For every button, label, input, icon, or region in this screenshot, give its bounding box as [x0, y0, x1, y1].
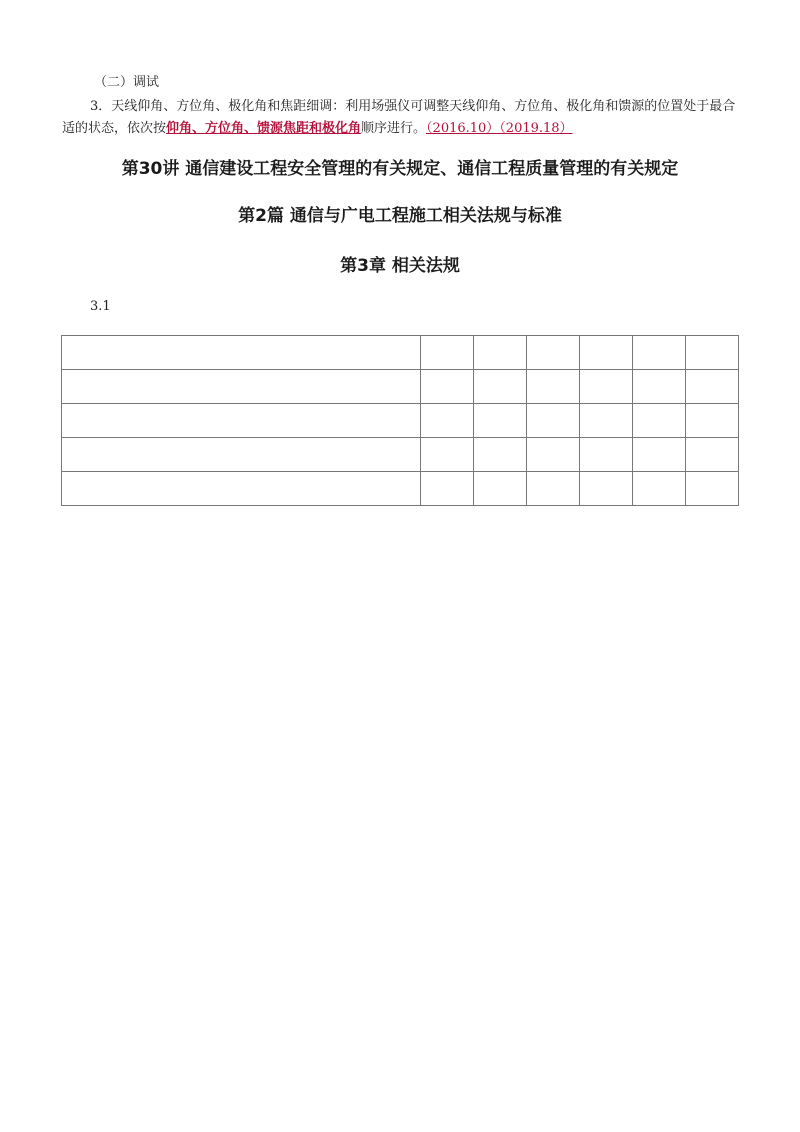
section-number: 3.1	[90, 299, 111, 314]
paragraph-lead-text: 3．天线仰角、方位角、极化角和焦距细调：利用场强仪可调整天线仰角、方位角、极化角和馈源的位置处于最合适的状态，依次按	[62, 99, 736, 136]
table-row	[62, 404, 739, 438]
table-cell	[685, 404, 738, 438]
table-cell	[420, 472, 473, 506]
table-cell	[579, 472, 632, 506]
table-cell	[62, 370, 421, 404]
table-cell	[420, 370, 473, 404]
table-row	[62, 336, 739, 370]
table-row	[62, 370, 739, 404]
table-cell	[632, 404, 685, 438]
table-cell	[420, 404, 473, 438]
highlighted-answer: 仰角、方位角、馈源焦距和极化角	[166, 121, 362, 136]
chapter-title: 第3章 相关法规	[340, 256, 460, 276]
table-cell	[685, 370, 738, 404]
table-cell	[685, 472, 738, 506]
body-paragraph	[62, 96, 742, 140]
table-cell	[420, 438, 473, 472]
table-cell	[579, 370, 632, 404]
table-cell	[473, 438, 526, 472]
table-cell	[526, 336, 579, 370]
table-row	[62, 438, 739, 472]
table-cell	[473, 472, 526, 506]
paragraph-tail-text: 顺序进行。	[361, 121, 427, 136]
table-cell	[473, 336, 526, 370]
empty-table	[61, 335, 739, 506]
table-cell	[632, 472, 685, 506]
table-cell	[526, 370, 579, 404]
exam-reference: （2016.10）（2019.18）	[426, 121, 573, 136]
part-title: 第2篇 通信与广电工程施工相关法规与标准	[238, 206, 562, 226]
table-cell	[632, 438, 685, 472]
table-cell	[685, 336, 738, 370]
table-cell	[62, 472, 421, 506]
table-cell	[473, 404, 526, 438]
table-cell	[473, 370, 526, 404]
table-row	[62, 472, 739, 506]
table-cell	[526, 472, 579, 506]
table-cell	[62, 438, 421, 472]
table-cell	[62, 404, 421, 438]
table-body	[62, 336, 739, 506]
sub-heading: （二）调试	[94, 75, 160, 90]
table-cell	[579, 336, 632, 370]
lecture-title: 第30讲 通信建设工程安全管理的有关规定、通信工程质量管理的有关规定	[121, 159, 679, 179]
table-cell	[685, 438, 738, 472]
table-cell	[632, 336, 685, 370]
table-cell	[632, 370, 685, 404]
table-cell	[420, 336, 473, 370]
table-cell	[579, 438, 632, 472]
table-cell	[526, 438, 579, 472]
table-cell	[62, 336, 421, 370]
table-cell	[579, 404, 632, 438]
table-cell	[526, 404, 579, 438]
